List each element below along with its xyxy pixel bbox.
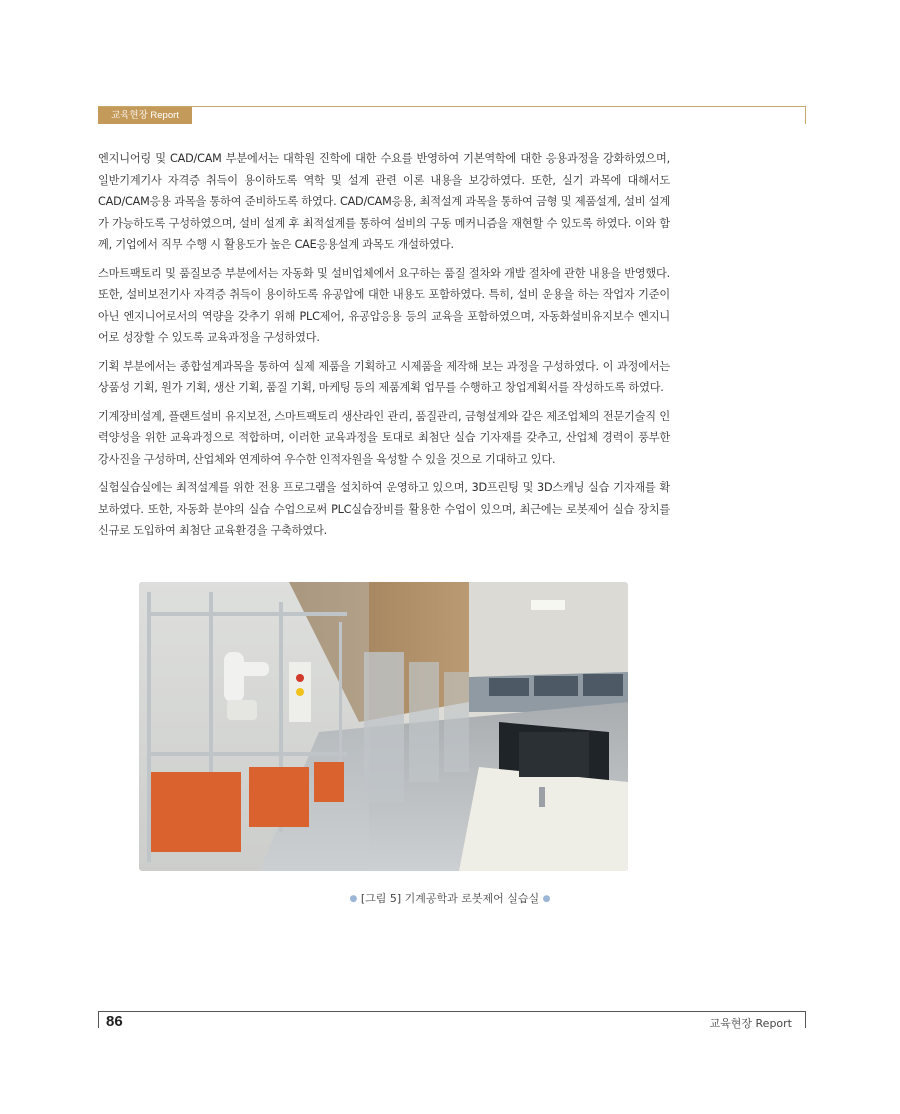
section-tag: 교육현장 Report (98, 107, 192, 124)
figure-caption (0, 890, 900, 906)
paragraph-engineering-cadcam: 엔지니어링 및 CAD/CAM 부분에서는 대학원 진학에 대한 수요를 반영하여 기본역학에 대한 응용과정을 강화하였으며, 일반기계기사 자격증 취득이 용이하도록 역학 및 설계 관련 이론 내용을 보강하였다. 또한, 실기 과목에 대해서도 CAD/CAM응용 과목을 통하여 준비하도록 하였다. CAD/CAM응용, 최적설계 과목을 통하여 금형 및 제품설계, 설비 설계가 가능하도록 구성하였으며, 설비 설계 후 최적설계를 통하여 설비의 구동 메커니즘을 재현할 수 있도록 하였다. 이와 함께, 기업에서 직무 수행 시 활용도가 높은 CAE응용설계 과목도 개설하였다. (98, 152, 670, 251)
paragraph-lab-facilities: 실험실습실에는 최적설계를 위한 전용 프로그램을 설치하여 운영하고 있으며, 3D프린팅 및 3D스캐닝 실습 기자재를 확보하였다. 또한, 자동화 분야의 실습 수업으로써 PLC실습장비를 활용한 수업이 있으며, 최근에는 로봇제어 실습 장치를 신규로 도입하여 최첨단 교육환경을 구축하였다. (98, 481, 670, 537)
lab-photo (139, 582, 628, 871)
robot-lab-illustration (139, 582, 628, 871)
paragraph-outlook: 기계장비설계, 플랜트설비 유지보전, 스마트팩토리 생산라인 관리, 품질관리, 금형설계와 같은 제조업체의 전문기술직 인력양성을 위한 교육과정으로 적합하며, 이러한 교육과정을 토대로 최첨단 실습 기자재를 갖추고, 산업체 경력이 풍부한 강사진을 구성하며, 산업체와 연계하여 우수한 인적자원을 육성할 수 있을 것으로 기대하고 있다. (98, 409, 670, 466)
paragraph-planning: 기획 부분에서는 종합설계과목을 통하여 실제 제품을 기획하고 시제품을 제작해 보는 과정을 구성하였다. 이 과정에서는 상품성 기획, 원가 기획, 생산 기획, 품질 기획, 마케팅 등의 제품계획 업무를 수행하고 창업계획서를 작성하도록 하였다. (98, 359, 670, 394)
footer-title: 교육현장 Report (709, 1017, 792, 1030)
footer-rule-right-tick (805, 1011, 806, 1028)
article-body (98, 148, 670, 549)
header-rule (98, 106, 806, 107)
footer-rule (98, 1011, 806, 1012)
footer-rule-left-tick (98, 1011, 99, 1028)
header-rule-tick (805, 106, 806, 124)
caption-text: [그림 5] 기계공학과 로봇제어 실습실 (360, 892, 540, 905)
caption-bullet-right: ● (542, 894, 551, 904)
caption-bullet-left: ● (349, 894, 358, 904)
page-number: 86 (106, 1013, 123, 1030)
paragraph-smart-factory: 스마트팩토리 및 품질보증 부분에서는 자동화 및 설비업체에서 요구하는 품질 절차와 개발 절차에 관한 내용을 반영했다. 또한, 설비보전기사 자격증 취득이 용이하도록 유공압에 대한 내용도 포함하였다. 특히, 설비 운용을 하는 작업자 기준이 아닌 엔지니어로서의 역량을 갖추기 위해 PLC제어, 유공압응용 등의 교육을 포함하였으며, 자동화설비유지보수 엔지니어로 성장할 수 있도록 교육과정을 구성하였다. (98, 266, 670, 344)
